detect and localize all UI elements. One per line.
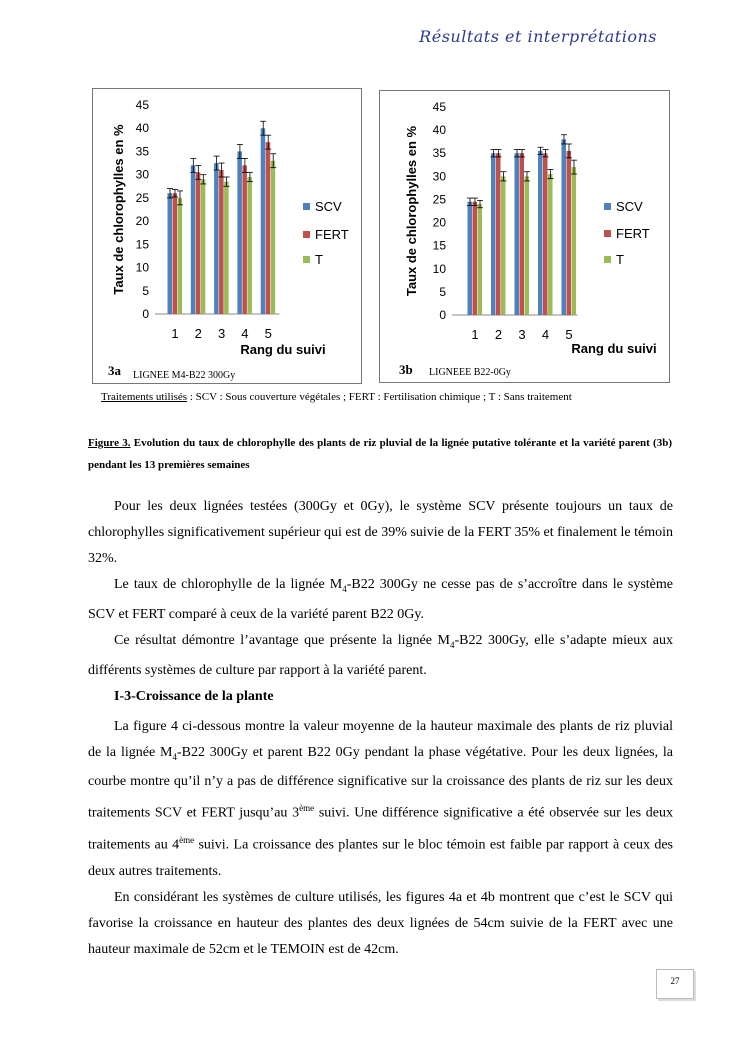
bar-t-2 <box>201 179 206 314</box>
figure-caption-label: Figure 3. <box>88 437 131 449</box>
legend-label-t: T <box>315 252 323 267</box>
section-heading: I-3-Croissance de la plante <box>114 688 274 704</box>
bar-fert-3 <box>219 170 224 314</box>
y-axis-label: Taux de chlorophylles en % <box>111 124 126 295</box>
paragraph-4: La figure 4 ci-dessous montre la valeur moyenne de la hauteur maximale des plants de riz pluvial de la lignée $M_4-B22$ 300Gy et parent B22 0Gy pendant la phase végétative. Pour les deux lignées, la courbe montre qu’il n’y a pas de différence significative sur la croissance des plants de riz sur les deux traitements SCV et FERT jusqu’au 3ème suivi. Une différence significative a été observée sur les deux traitements au 4ème suivi. La croissance des plantes sur le bloc témoin est faible par rapport à ceux des deux autres traitements. <box>88 718 673 879</box>
paragraph-3: Ce résultat démontre l’avantage que présente la lignée $M_4-B22$ 300Gy, elle s’adapte mieux aux différents systèmes de culture par rapport à la variété parent. <box>88 632 673 678</box>
bar-scv-2 <box>191 165 196 314</box>
y-tick-label: 40 <box>135 121 149 136</box>
chart-3a-svg <box>93 89 361 383</box>
legend-swatch-fert <box>604 230 611 237</box>
figure-caption <box>88 432 672 476</box>
legend-label-scv: SCV <box>315 199 342 214</box>
chart-3a-subtitle: LIGNEE M4-B22 300Gy <box>133 370 236 381</box>
x-tick-label: 3 <box>518 327 526 342</box>
y-tick-label: 35 <box>135 144 149 159</box>
y-tick-label: 10 <box>432 261 446 276</box>
y-tick-label: 45 <box>135 98 149 112</box>
bar-scv-1 <box>168 193 173 314</box>
legend-swatch-t <box>604 256 611 263</box>
y-tick-label: 20 <box>135 214 149 229</box>
y-tick-label: 15 <box>135 237 149 252</box>
legend-label-fert: FERT <box>315 227 349 242</box>
y-tick-label: 20 <box>432 215 446 230</box>
y-tick-label: 30 <box>432 169 446 184</box>
x-tick-label: 3 <box>217 326 226 341</box>
legend-swatch-scv <box>303 203 310 210</box>
y-tick-label: 0 <box>142 307 149 321</box>
bar-t-3 <box>224 182 229 314</box>
legend-label-fert: FERT <box>616 226 650 241</box>
x-tick-label: 1 <box>171 326 179 341</box>
x-tick-label: 4 <box>241 326 249 341</box>
x-axis-label: Rang du suivi <box>571 341 657 356</box>
bar-fert-4 <box>543 153 548 315</box>
chart-3b-subtitle: LIGNEEE B22-0Gy <box>429 367 511 378</box>
bar-scv-5 <box>562 139 567 315</box>
chart-3a-tag: 3a <box>108 363 121 378</box>
bar-fert-4 <box>242 165 247 314</box>
chart-3b-tag: 3b <box>399 362 413 377</box>
y-tick-label: 0 <box>439 308 446 322</box>
y-tick-label: 5 <box>142 283 149 298</box>
bar-scv-4 <box>538 151 543 315</box>
bar-fert-1 <box>173 193 178 314</box>
treatments-note-text: : SCV : Sous couverture végétales ; FERT : Fertilisation chimique ; T : Sans traitement <box>187 391 572 403</box>
page-header: Résultats et interprétations <box>419 27 657 46</box>
x-tick-label: 4 <box>541 327 550 342</box>
bar-scv-2 <box>491 153 496 315</box>
bar-t-3 <box>525 176 530 315</box>
bar-scv-1 <box>468 202 473 315</box>
legend-swatch-t <box>303 256 310 263</box>
y-tick-label: 25 <box>135 190 149 205</box>
figure-caption-text: Evolution du taux de chlorophylle des plants de riz pluvial de la lignée putative tolérante et la variété parent (3b) pendant les 13 premières semaines <box>88 437 672 471</box>
y-tick-label: 15 <box>432 238 446 253</box>
legend-label-t: T <box>616 252 624 267</box>
bar-fert-3 <box>520 153 525 315</box>
bar-scv-4 <box>237 151 242 314</box>
bar-scv-3 <box>515 153 520 315</box>
treatments-note <box>101 391 572 403</box>
bar-t-1 <box>478 204 483 315</box>
legend-swatch-scv <box>604 203 611 210</box>
bar-t-1 <box>178 198 183 314</box>
y-tick-label: 5 <box>439 284 446 299</box>
x-tick-label: 2 <box>494 327 503 342</box>
legend-label-scv: SCV <box>616 199 643 214</box>
y-axis-label: Taux de chlorophylles en % <box>404 125 419 297</box>
y-tick-label: 35 <box>432 146 446 161</box>
y-tick-label: 25 <box>432 192 446 207</box>
chart-3a <box>92 88 362 384</box>
bar-t-4 <box>247 177 252 314</box>
paragraph-5: En considérant les systèmes de culture utilisés, les figures 4a et 4b montrent que c’est le SCV qui favorise la croissance en hauteur des plantes des deux lignées de 54cm suivie de la FERT avec une hauteur maximale de 52cm et le TEMOIN est de 42cm. <box>88 889 673 957</box>
y-tick-label: 10 <box>135 260 149 275</box>
bar-t-2 <box>501 176 506 315</box>
bar-scv-3 <box>214 163 219 314</box>
y-tick-label: 40 <box>432 123 446 138</box>
bar-fert-5 <box>567 151 572 315</box>
chart-3b-svg <box>380 91 669 382</box>
bar-scv-5 <box>261 128 266 314</box>
bar-t-4 <box>548 174 553 315</box>
y-tick-label: 30 <box>135 167 149 182</box>
treatments-note-label: Traitements utilisés <box>101 391 188 403</box>
chart-3b <box>379 90 670 383</box>
x-tick-label: 2 <box>194 326 202 341</box>
bar-t-5 <box>271 161 276 314</box>
bar-fert-2 <box>496 153 501 315</box>
bar-fert-2 <box>196 172 201 314</box>
legend-swatch-fert <box>303 231 310 238</box>
page-number: 27 <box>656 969 694 999</box>
x-tick-label: 1 <box>471 327 479 342</box>
bar-t-5 <box>572 167 577 315</box>
x-axis-label: Rang du suivi <box>240 342 326 357</box>
x-tick-label: 5 <box>565 327 573 342</box>
bar-fert-5 <box>266 142 271 314</box>
bar-fert-1 <box>473 202 478 315</box>
paragraph-1: Pour les deux lignées testées (300Gy et 0Gy), le système SCV présente toujours un taux de chlorophylles significativement supérieur qui est de 39% suivie de la FERT 35% et finalement le témoin 32%. <box>88 499 673 566</box>
paragraph-2: Le taux de chlorophylle de la lignée $M_4-B22$ 300Gy ne cesse pas de s’accroître dans le système SCV et FERT comparé à ceux de la variété parent B22 0Gy. <box>88 577 673 622</box>
x-tick-label: 5 <box>264 326 272 341</box>
y-tick-label: 45 <box>432 100 446 114</box>
body-text <box>88 494 673 963</box>
